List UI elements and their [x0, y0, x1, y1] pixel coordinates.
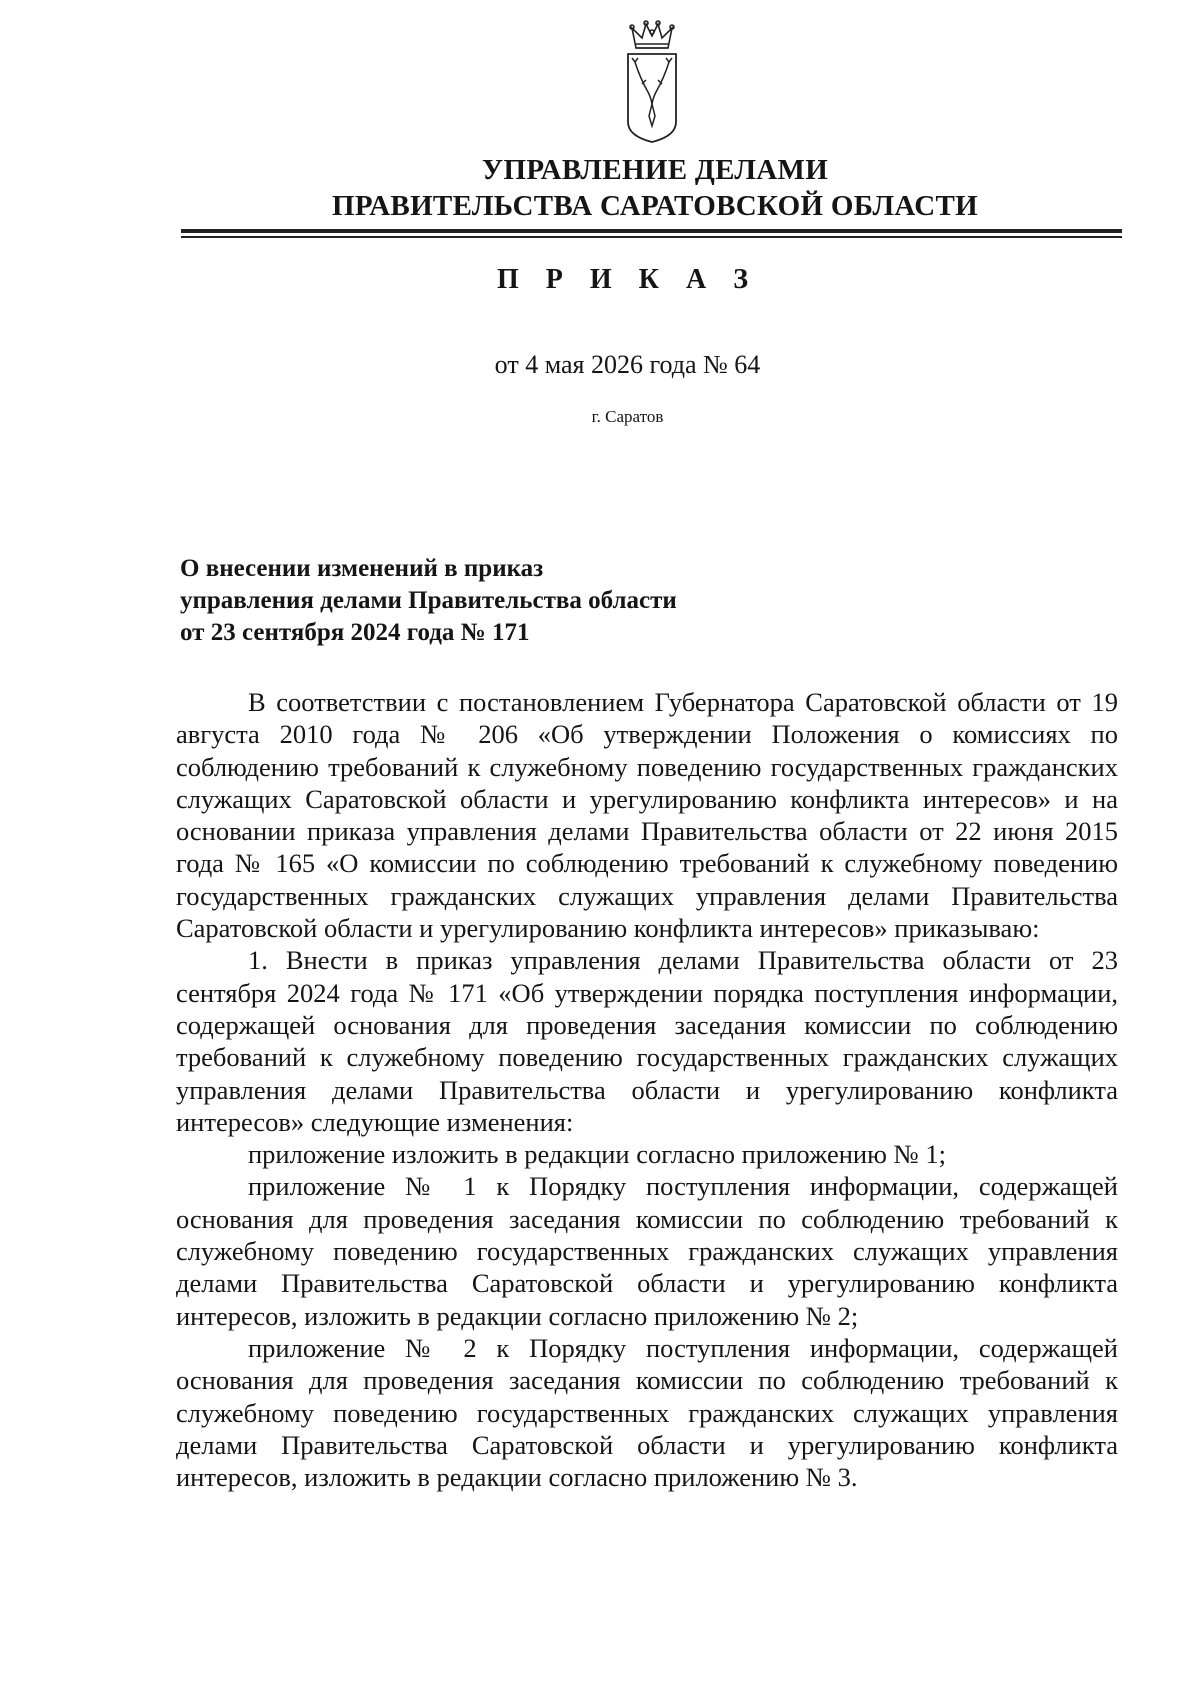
- header-divider-thick: [181, 229, 1122, 233]
- organization-name-line2: ПРАВИТЕЛЬСТВА САРАТОВСКОЙ ОБЛАСТИ: [332, 190, 978, 222]
- body-paragraph-change-2: приложение № 1 к Порядку поступления информации, содержащей основания для проведения заседания комиссии по соблюдению требований к служебному поведению государственных гражданских служащих управления делами Правительства Саратовской области и урегулированию конфликта интересов, изложить в редакции согласно приложению № 2;: [176, 1171, 1118, 1331]
- organization-name-line1: УПРАВЛЕНИЕ ДЕЛАМИ: [481, 154, 829, 186]
- header-divider-thin: [181, 236, 1122, 238]
- body-paragraph-change-3: приложение № 2 к Порядку поступления информации, содержащей основания для проведения заседания комиссии по соблюдению требований к служебному поведению государственных гражданских служащих управления делами Правительства Саратовской области и урегулированию конфликта интересов, изложить в редакции согласно приложению № 3.: [176, 1332, 1118, 1493]
- body-paragraph-item-1: 1. Внести в приказ управления делами Правительства области от 23 сентября 2024 года № 171 «Об утверждении порядка поступления информации, содержащей основания для проведения заседания комиссии по соблюдению требований к служебному поведению государственных гражданских служащих управления делами Правительства области и урегулированию конфликта интересов» следующие изменения:: [176, 945, 1118, 1137]
- document-date-number: от 4 мая 2026 года № 64: [494, 350, 761, 379]
- document-type: П Р И К А З: [497, 264, 758, 295]
- document-city: г. Саратов: [591, 407, 664, 426]
- body-paragraph-change-1: приложение изложить в редакции согласно приложению № 1;: [248, 1139, 947, 1170]
- document-subject: [180, 553, 677, 649]
- coat-of-arms-icon: [622, 18, 682, 144]
- subject-line: О внесении изменений в приказ: [180, 555, 544, 582]
- body-paragraph-preamble: В соответствии с постановлением Губернатора Саратовской области от 19 августа 2010 года № 206 «Об утверждении Положения о комиссиях по соблюдению требований к служебному поведению государственных гражданских служащих Саратовской области и урегулированию конфликта интересов» и на основании приказа управления делами Правительства области от 22 июня 2015 года № 165 «О комиссии по соблюдению требований к служебному поведению государственных гражданских служащих управления делами Правительства Саратовской области и урегулированию конфликта интересов» приказываю:: [176, 687, 1118, 944]
- subject-line: управления делами Правительства области: [180, 587, 677, 614]
- document-body: [176, 686, 1118, 1493]
- subject-line: от 23 сентября 2024 года № 171: [180, 619, 530, 646]
